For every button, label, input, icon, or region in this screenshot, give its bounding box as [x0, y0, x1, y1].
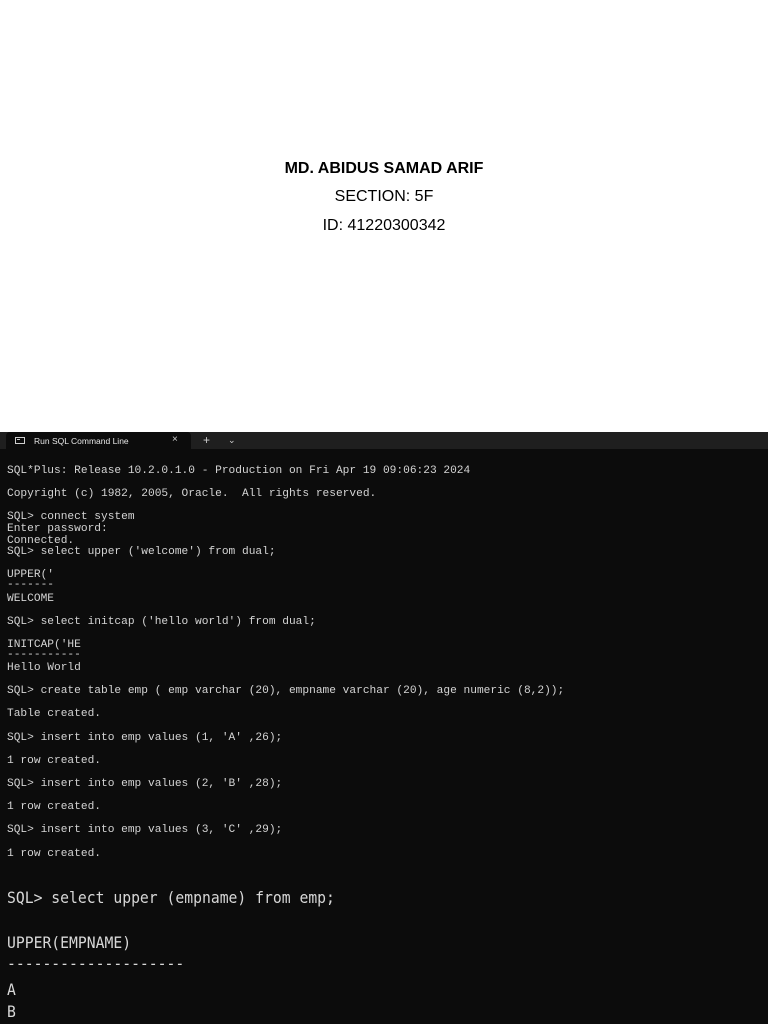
console-line: 1 row created.: [7, 755, 101, 767]
console-line: SQL> connect system: [7, 511, 135, 523]
new-tab-icon[interactable]: +: [203, 433, 211, 447]
console-line: SQL> insert into emp values (3, 'C' ,29);: [7, 824, 283, 836]
console-line: SQL> insert into emp values (1, 'A' ,26);: [7, 732, 283, 744]
console-line: SQL> select initcap ('hello world') from dual;: [7, 616, 316, 628]
console-line: SQL> create table emp ( emp varchar (20), empname varchar (20), age numeric (8,2));: [7, 685, 565, 697]
title-block: [0, 156, 768, 242]
section-label: SECTION: 5F: [334, 188, 434, 205]
student-id: ID: 41220300342: [322, 217, 446, 234]
console-line: Hello World: [7, 662, 81, 674]
console-line: INITCAP('HE: [7, 639, 81, 651]
console-output[interactable]: [0, 449, 768, 1024]
console-line: Copyright (c) 1982, 2005, Oracle. All rights reserved.: [7, 488, 377, 500]
console-line: SQL> select upper ('welcome') from dual;: [7, 546, 276, 558]
console-line: WELCOME: [7, 593, 54, 605]
console-line: -------: [7, 579, 54, 591]
console-line: SQL> insert into emp values (2, 'B' ,28);: [7, 778, 283, 790]
console-line: UPPER(': [7, 569, 54, 581]
console-line: -----------: [7, 649, 81, 661]
terminal-tab[interactable]: [6, 432, 191, 449]
terminal-screenshot: [0, 432, 768, 1024]
student-name: MD. ABIDUS SAMAD ARIF: [284, 160, 484, 177]
chevron-down-icon[interactable]: ⌄: [228, 435, 236, 445]
console-line-large: --------------------: [7, 954, 185, 973]
console-line: SQL*Plus: Release 10.2.0.1.0 - Production on Fri Apr 19 09:06:23 2024: [7, 465, 471, 477]
console-line-large: UPPER(EMPNAME): [7, 933, 132, 952]
tab-title: Run SQL Command Line: [34, 435, 129, 446]
console-line: Enter password:: [7, 523, 108, 535]
terminal-tab-bar: [0, 432, 768, 449]
console-line-large: SQL> select upper (empname) from emp;: [7, 888, 335, 907]
console-line: 1 row created.: [7, 801, 101, 813]
console-line: Table created.: [7, 708, 101, 720]
console-line: Connected.: [7, 535, 75, 547]
terminal-icon: [15, 437, 25, 444]
console-line: 1 row created.: [7, 848, 101, 860]
close-icon[interactable]: ×: [172, 434, 178, 445]
console-line-large: B: [7, 1002, 16, 1021]
console-line-large: A: [7, 980, 16, 999]
